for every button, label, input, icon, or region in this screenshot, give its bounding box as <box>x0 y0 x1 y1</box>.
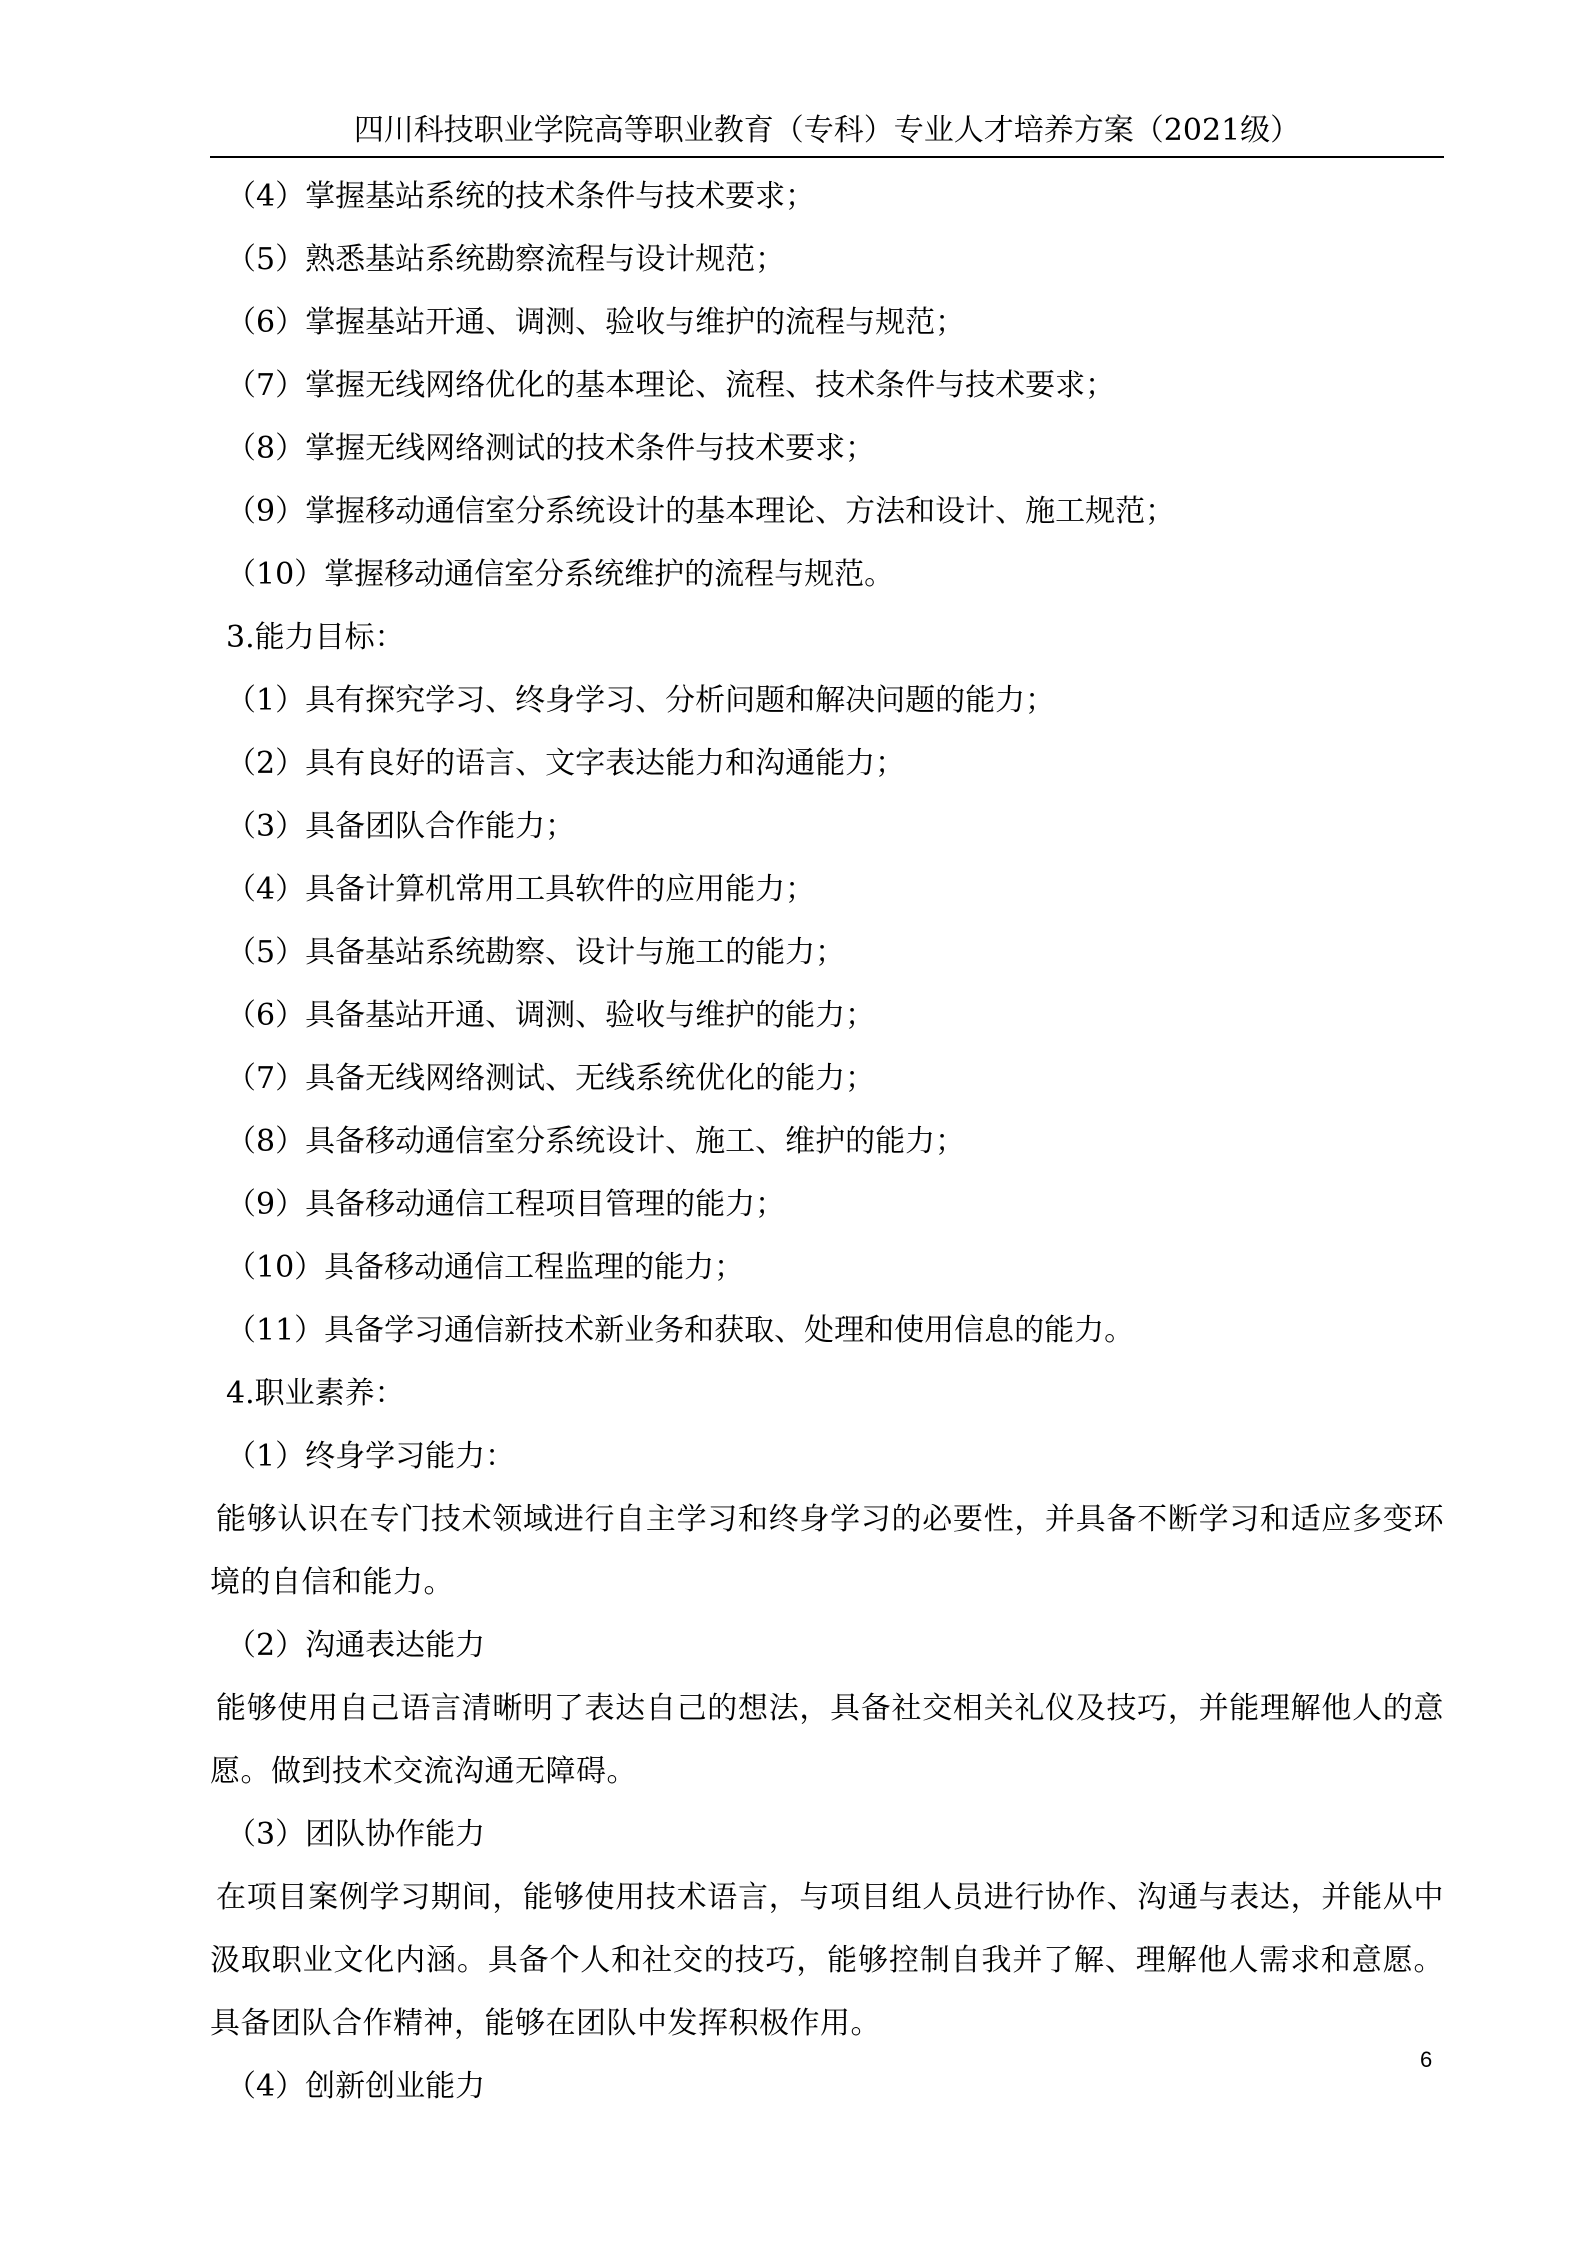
ability-item: （11）具备学习通信新技术新业务和获取、处理和使用信息的能力。 <box>226 1313 1135 1348</box>
knowledge-item: （9）掌握移动通信室分系统设计的基本理论、方法和设计、施工规范； <box>226 494 1176 529</box>
ability-item: （6）具备基站开通、调测、验收与维护的能力； <box>226 998 876 1033</box>
literacy-subheading: （3）团队协作能力 <box>226 1817 486 1852</box>
header-divider <box>210 156 1444 158</box>
knowledge-item: （4）掌握基站系统的技术条件与技术要求； <box>226 179 816 214</box>
ability-heading: 3.能力目标： <box>226 620 405 655</box>
ability-item: （9）具备移动通信工程项目管理的能力； <box>226 1187 786 1222</box>
literacy-heading: 4.职业素养： <box>226 1376 405 1411</box>
literacy-subheading: （2）沟通表达能力 <box>226 1628 486 1663</box>
literacy-subheading: （4）创新创业能力 <box>226 2069 486 2104</box>
ability-item: （1）具有探究学习、终身学习、分析问题和解决问题的能力； <box>226 683 1056 718</box>
knowledge-item: （8）掌握无线网络测试的技术条件与技术要求； <box>226 431 876 466</box>
ability-item: （5）具备基站系统勘察、设计与施工的能力； <box>226 935 846 970</box>
literacy-paragraph: 能够使用自己语言清晰明了表达自己的想法，具备社交相关礼仪及技巧，并能理解他人的意愿。做到技术交流沟通无障碍。 <box>210 1691 1444 1789</box>
knowledge-item: （10）掌握移动通信室分系统维护的流程与规范。 <box>226 557 895 592</box>
ability-item: （10）具备移动通信工程监理的能力； <box>226 1250 745 1285</box>
literacy-subheading: （1）终身学习能力： <box>226 1439 516 1474</box>
ability-item: （4）具备计算机常用工具软件的应用能力； <box>226 872 816 907</box>
ability-item: （7）具备无线网络测试、无线系统优化的能力； <box>226 1061 876 1096</box>
ability-item: （2）具有良好的语言、文字表达能力和沟通能力； <box>226 746 906 781</box>
literacy-paragraph: 在项目案例学习期间，能够使用技术语言，与项目组人员进行协作、沟通与表达，并能从中汲取职业文化内涵。具备个人和社交的技巧，能够控制自我并了解、理解他人需求和意愿。具备团队合作精神，能够在团队中发挥积极作用。 <box>210 1880 1444 2041</box>
page-number: 6 <box>1420 2047 1433 2072</box>
page-header: 四川科技职业学院高等职业教育（专科）专业人才培养方案（2021级） <box>353 113 1301 148</box>
literacy-paragraph: 能够认识在专门技术领域进行自主学习和终身学习的必要性，并具备不断学习和适应多变环境的自信和能力。 <box>210 1502 1444 1600</box>
document-body <box>210 165 1444 2118</box>
knowledge-item: （7）掌握无线网络优化的基本理论、流程、技术条件与技术要求； <box>226 368 1116 403</box>
knowledge-item: （5）熟悉基站系统勘察流程与设计规范； <box>226 242 786 277</box>
ability-item: （8）具备移动通信室分系统设计、施工、维护的能力； <box>226 1124 966 1159</box>
knowledge-item: （6）掌握基站开通、调测、验收与维护的流程与规范； <box>226 305 966 340</box>
ability-item: （3）具备团队合作能力； <box>226 809 576 844</box>
